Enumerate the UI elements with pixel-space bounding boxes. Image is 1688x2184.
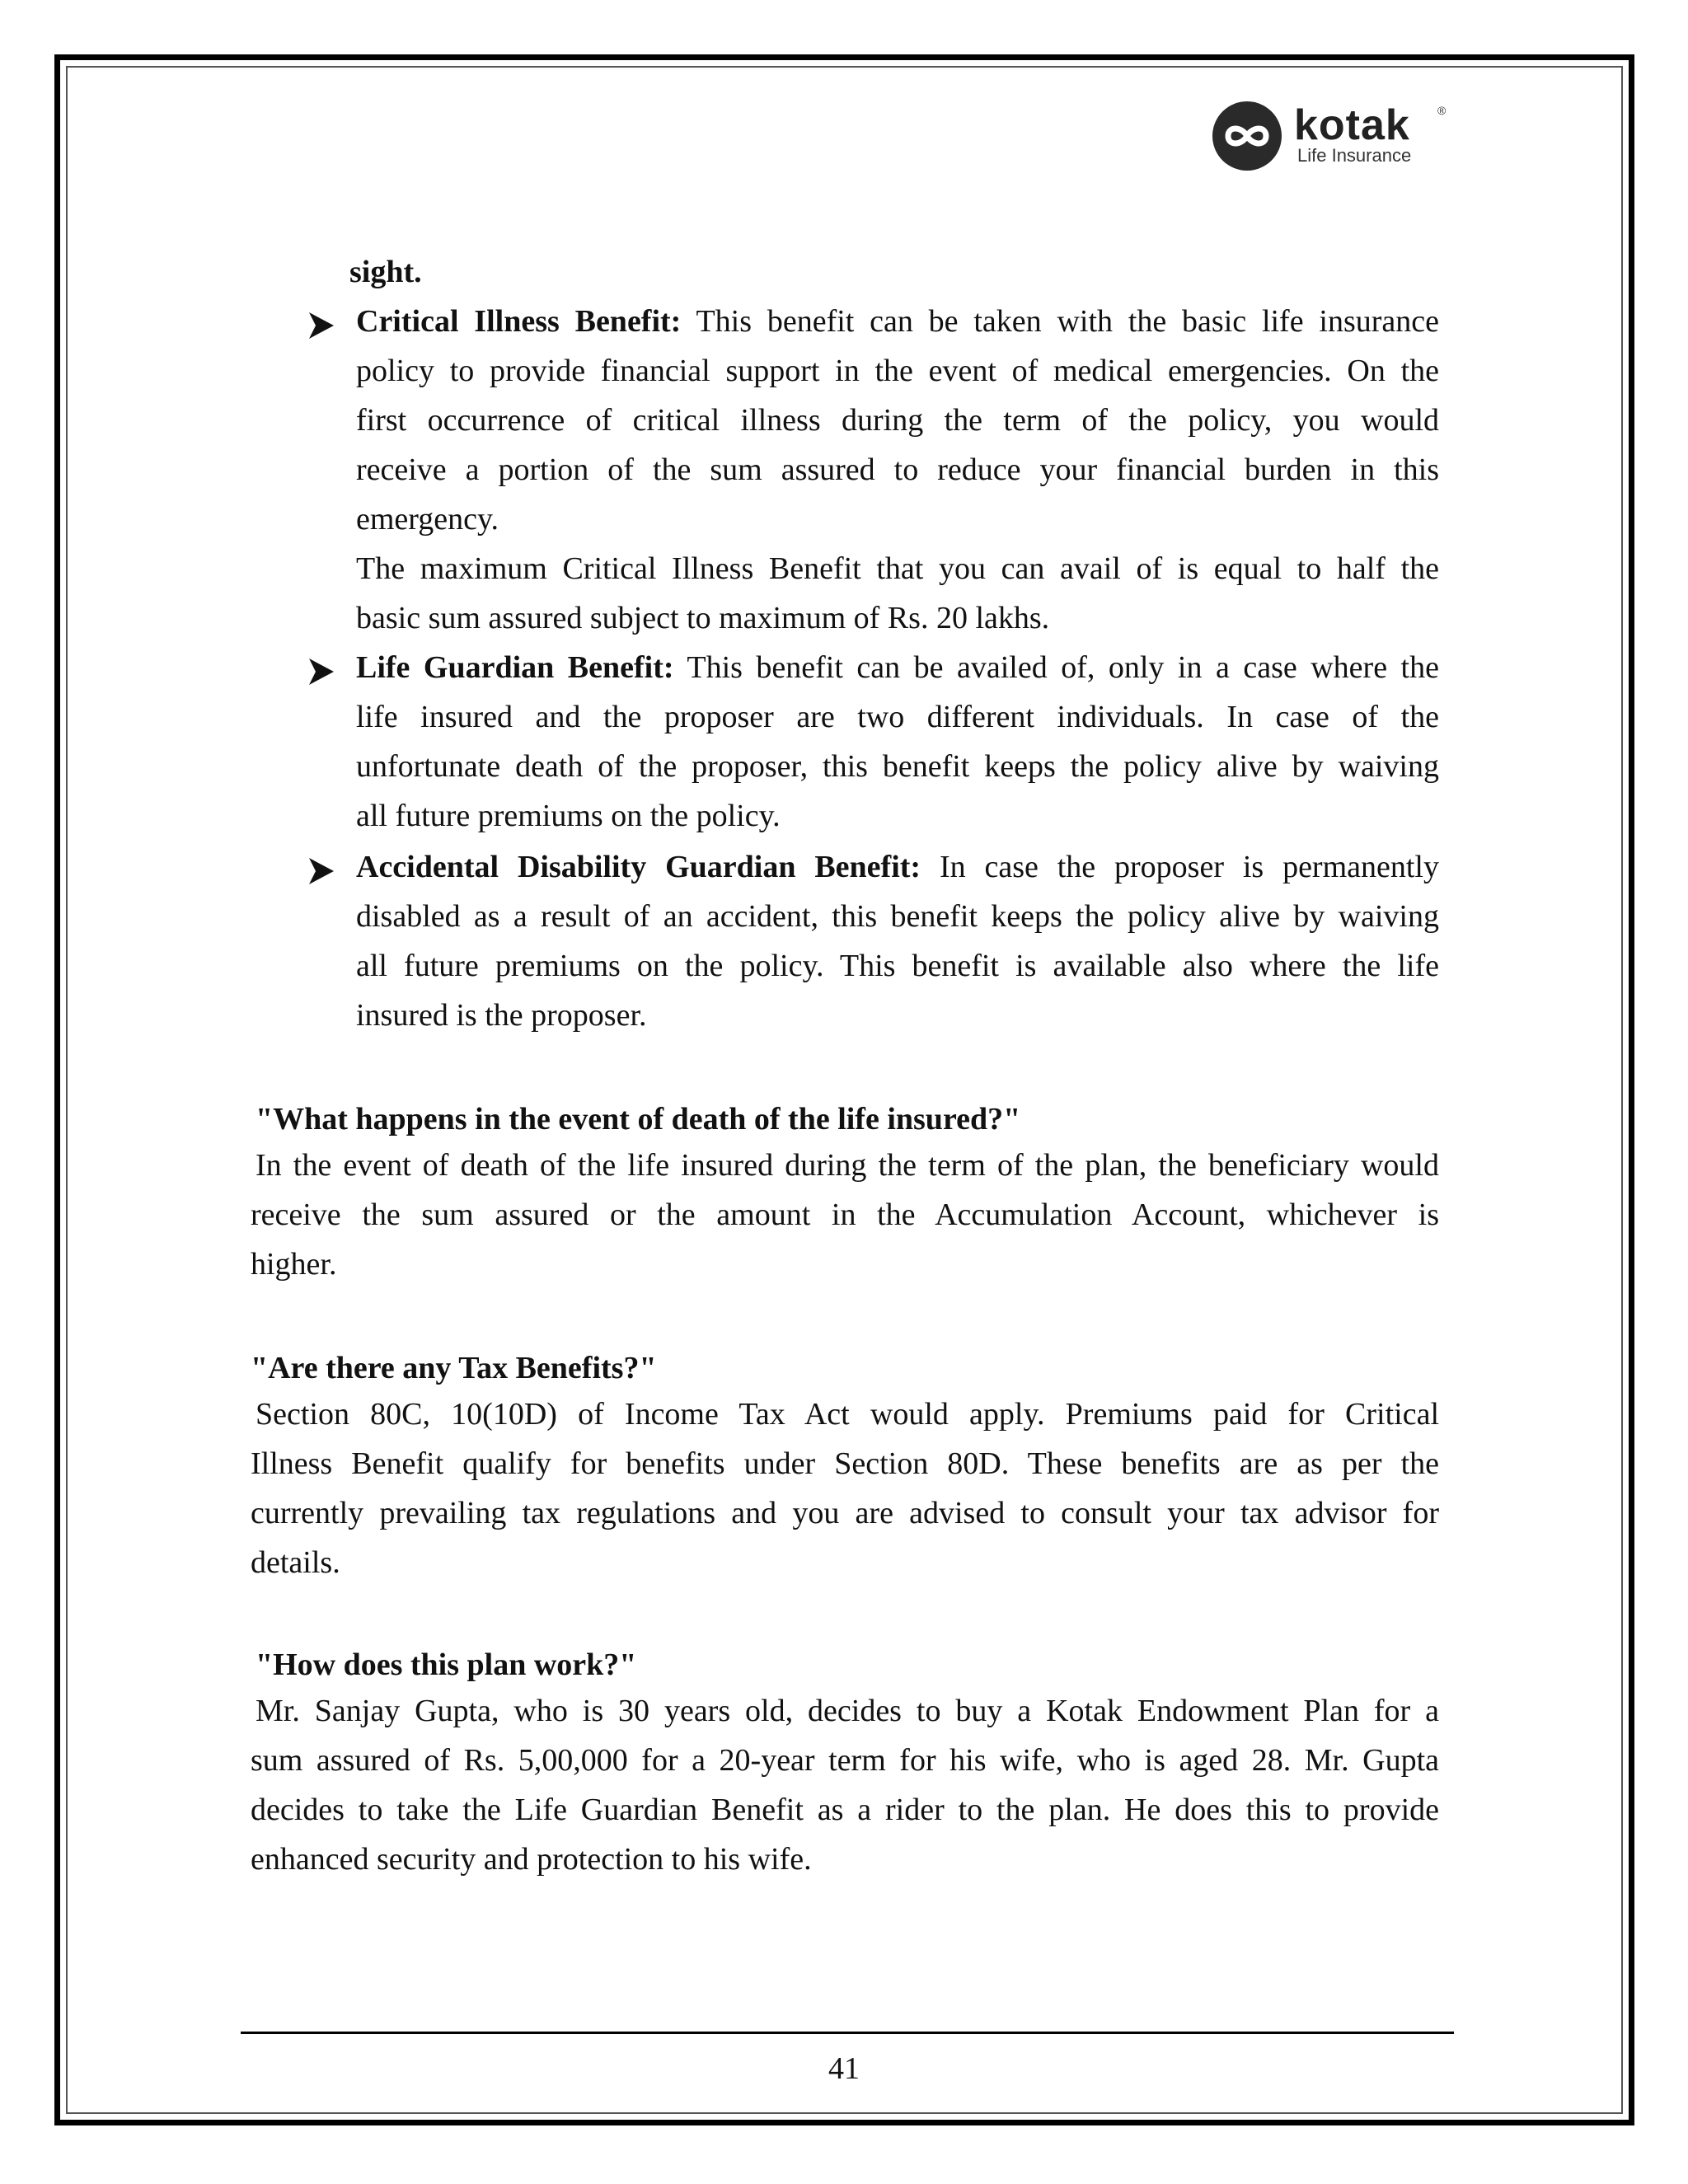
bullet-line: disabled as a result of an accident, this benefit keeps the policy alive by waiving	[356, 899, 1439, 934]
paragraph-line: higher.	[251, 1247, 337, 1282]
paragraph-line: Mr. Sanjay Gupta, who is 30 years old, decides to buy a Kotak Endowment Plan for a	[256, 1694, 1439, 1728]
paragraph-line: enhanced security and protection to his wife.	[251, 1842, 812, 1877]
paragraph-line: receive the sum assured or the amount in the Accumulation Account, whichever is	[251, 1197, 1439, 1232]
bullet-line: policy to provide financial support in the event of medical emergencies. On the	[356, 354, 1439, 388]
footer-divider	[241, 2032, 1454, 2034]
bullet-line: emergency.	[356, 502, 499, 537]
arrow-bullet-icon	[307, 309, 335, 342]
bullet-label: Critical Illness Benefit:	[356, 304, 682, 339]
bullet-life-guardian-line-1: Life Guardian Benefit: This benefit can be availed of, only in a case where the	[356, 650, 1439, 685]
section-heading-how-it-works: "How does this plan work?"	[256, 1647, 637, 1682]
page-number: 41	[828, 2051, 860, 2086]
bullet-line: first occurrence of critical illness during the term of the policy, you would	[356, 403, 1439, 438]
logo-subtitle: Life Insurance	[1297, 145, 1412, 166]
paragraph-line: Illness Benefit qualify for benefits under Section 80D. These benefits are as per the	[251, 1446, 1439, 1481]
paragraph-line: In the event of death of the life insured during the term of the plan, the beneficiary would	[256, 1148, 1439, 1183]
bullet-line: basic sum assured subject to maximum of Rs. 20 lakhs.	[356, 601, 1050, 635]
logo-wordmark: kotak	[1294, 101, 1410, 149]
section-heading-tax: "Are there any Tax Benefits?"	[251, 1351, 657, 1385]
arrow-bullet-icon	[307, 855, 335, 888]
paragraph-line: decides to take the Life Guardian Benefit as a rider to the plan. He does this to provide	[251, 1793, 1439, 1827]
arrow-bullet-icon	[307, 655, 335, 688]
paragraph-line: sum assured of Rs. 5,00,000 for a 20-year term for his wife, who is aged 28. Mr. Gupta	[251, 1743, 1439, 1778]
bullet-line: life insured and the proposer are two different individuals. In case of the	[356, 700, 1439, 734]
bullet-accidental-disability-line-1: Accidental Disability Guardian Benefit: In case the proposer is permanently	[356, 850, 1439, 884]
bullet-line: The maximum Critical Illness Benefit that you can avail of is equal to half the	[356, 551, 1439, 586]
bullet-line: receive a portion of the sum assured to reduce your financial burden in this	[356, 452, 1439, 487]
kotak-logo	[1210, 99, 1449, 173]
section-heading-death: "What happens in the event of death of the life insured?"	[256, 1102, 1021, 1137]
kotak-infinity-icon	[1210, 99, 1289, 173]
paragraph-line: details.	[251, 1545, 340, 1580]
logo-registered-mark: ®	[1437, 104, 1447, 117]
paragraph-line: Section 80C, 10(10D) of Income Tax Act would apply. Premiums paid for Critical	[256, 1397, 1439, 1432]
bullet-line: insured is the proposer.	[356, 998, 647, 1033]
bullet-label: Life Guardian Benefit:	[356, 650, 674, 685]
bullet-line: unfortunate death of the proposer, this benefit keeps the policy alive by waiving	[356, 749, 1439, 784]
paragraph-line: currently prevailing tax regulations and you are advised to consult your tax advisor for	[251, 1496, 1439, 1530]
bullet-line: all future premiums on the policy. This benefit is available also where the life	[356, 949, 1439, 983]
bullet-label: Accidental Disability Guardian Benefit:	[356, 850, 921, 884]
continuation-text: sight.	[349, 255, 422, 289]
bullet-critical-illness-line-1: Critical Illness Benefit: This benefit can be taken with the basic life insurance	[356, 304, 1439, 339]
bullet-line: all future premiums on the policy.	[356, 799, 781, 833]
